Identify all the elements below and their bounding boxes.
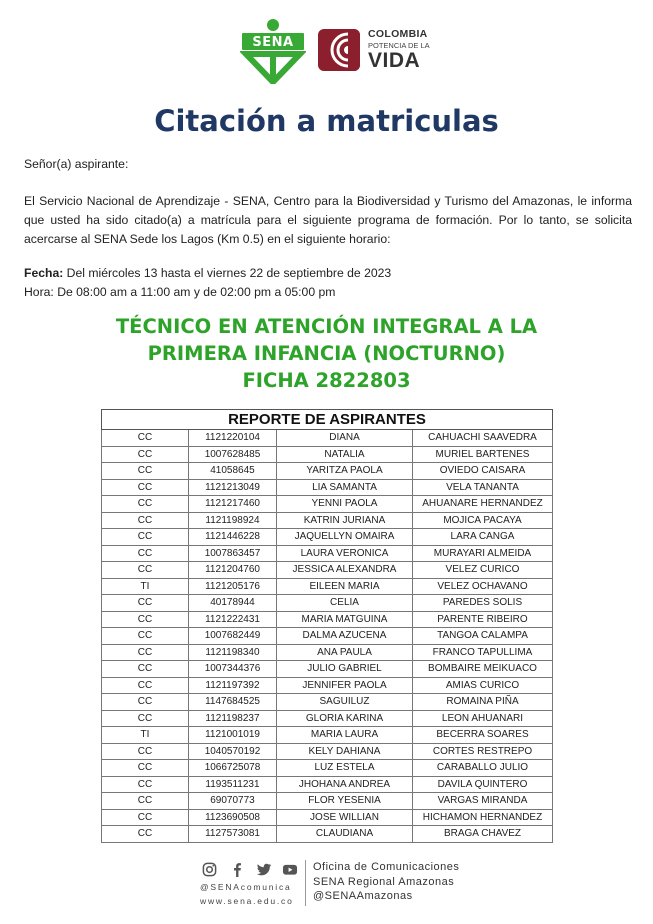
doc-number-cell: 1040570192 xyxy=(189,743,277,760)
last-name-cell: LARA CANGA xyxy=(413,529,553,546)
office-line2: SENA Regional Amazonas xyxy=(313,875,455,888)
footer-divider xyxy=(305,860,306,906)
first-name-cell: JESSICA ALEXANDRA xyxy=(277,562,413,579)
twitter-icon[interactable] xyxy=(256,862,272,878)
table-row xyxy=(102,743,553,760)
last-name-cell: BRAGA CHAVEZ xyxy=(413,826,553,843)
last-name-cell: DAVILA QUINTERO xyxy=(413,776,553,793)
table-row xyxy=(102,694,553,711)
last-name-cell: VARGAS MIRANDA xyxy=(413,793,553,810)
first-name-cell: SAGUILUZ xyxy=(277,694,413,711)
doc-number-cell: 1007628485 xyxy=(189,446,277,463)
program-ficha: FICHA 2822803 xyxy=(242,369,411,392)
first-name-cell: DIANA xyxy=(277,430,413,447)
doc-type-cell: TI xyxy=(102,727,189,744)
table-row xyxy=(102,463,553,480)
office-line3: @SENAAmazonas xyxy=(313,890,413,902)
doc-type-cell: TI xyxy=(102,578,189,595)
greeting: Señor(a) aspirante: xyxy=(24,157,129,171)
instagram-icon[interactable] xyxy=(202,862,218,878)
table-row xyxy=(102,710,553,727)
fecha-value: Del miércoles 13 hasta el viernes 22 de septiembre de 2023 xyxy=(63,266,392,280)
last-name-cell: FRANCO TAPULLIMA xyxy=(413,644,553,661)
first-name-cell: KELY DAHIANA xyxy=(277,743,413,760)
doc-number-cell: 1121198340 xyxy=(189,644,277,661)
doc-number-cell: 1007863457 xyxy=(189,545,277,562)
last-name-cell: LEON AHUANARI xyxy=(413,710,553,727)
doc-type-cell: CC xyxy=(102,694,189,711)
table-row xyxy=(102,661,553,678)
doc-number-cell: 1121001019 xyxy=(189,727,277,744)
table-row xyxy=(102,727,553,744)
social-icons xyxy=(198,862,302,880)
social-handle: @SENAcomunica xyxy=(200,882,292,892)
program-line2: PRIMERA INFANCIA (NOCTURNO) xyxy=(147,342,506,365)
last-name-cell: CORTES RESTREPO xyxy=(413,743,553,760)
first-name-cell: KATRIN JURIANA xyxy=(277,512,413,529)
doc-type-cell: CC xyxy=(102,496,189,513)
first-name-cell: JOSE WILLIAN xyxy=(277,809,413,826)
table-row xyxy=(102,529,553,546)
last-name-cell: AMIAS CURICO xyxy=(413,677,553,694)
doc-type-cell: CC xyxy=(102,479,189,496)
header-logos xyxy=(0,16,653,86)
doc-number-cell: 1121222431 xyxy=(189,611,277,628)
doc-number-cell: 1121197392 xyxy=(189,677,277,694)
office-info xyxy=(313,860,459,904)
first-name-cell: DALMA AZUCENA xyxy=(277,628,413,645)
table-row xyxy=(102,512,553,529)
program-line1: TÉCNICO EN ATENCIÓN INTEGRAL A LA xyxy=(115,315,538,338)
first-name-cell: NATALIA xyxy=(277,446,413,463)
table-row xyxy=(102,644,553,661)
doc-type-cell: CC xyxy=(102,644,189,661)
table-row xyxy=(102,562,553,579)
fecha-line xyxy=(24,264,632,283)
hora-line: Hora: De 08:00 am a 11:00 am y de 02:00 pm a 05:00 pm xyxy=(24,285,336,299)
doc-type-cell: CC xyxy=(102,595,189,612)
youtube-icon[interactable] xyxy=(282,862,298,878)
doc-number-cell: 1193511231 xyxy=(189,776,277,793)
doc-type-cell: CC xyxy=(102,776,189,793)
report-table xyxy=(101,409,553,843)
doc-type-cell: CC xyxy=(102,826,189,843)
table-row xyxy=(102,446,553,463)
first-name-cell: JAQUELLYN OMAIRA xyxy=(277,529,413,546)
doc-type-cell: CC xyxy=(102,809,189,826)
footer xyxy=(0,858,653,918)
first-name-cell: JULIO GABRIEL xyxy=(277,661,413,678)
doc-number-cell: 41058645 xyxy=(189,463,277,480)
first-name-cell: YENNI PAOLA xyxy=(277,496,413,513)
last-name-cell: BECERRA SOARES xyxy=(413,727,553,744)
last-name-cell: CARABALLO JULIO xyxy=(413,760,553,777)
doc-type-cell: CC xyxy=(102,562,189,579)
doc-number-cell: 1123690508 xyxy=(189,809,277,826)
first-name-cell: MARIA MATGUINA xyxy=(277,611,413,628)
letter-body: El Servicio Nacional de Aprendizaje - SENA, Centro para la Biodiversidad y Turismo del Amazonas, le informa que usted ha sido citado(a) a matrícula para el siguiente programa de formación. Por lo tanto, se solicita acercarse al SENA Sede los Lagos (Km 0.5) en el siguiente horario: xyxy=(24,194,632,246)
doc-number-cell: 1127573081 xyxy=(189,826,277,843)
first-name-cell: EILEEN MARIA xyxy=(277,578,413,595)
last-name-cell: MOJICA PACAYA xyxy=(413,512,553,529)
colombia-logo-line2: POTENCIA DE LA xyxy=(368,40,430,50)
last-name-cell: HICHAMON HERNANDEZ xyxy=(413,809,553,826)
last-name-cell: ROMAINA PIÑA xyxy=(413,694,553,711)
table-row xyxy=(102,595,553,612)
first-name-cell: LUZ ESTELA xyxy=(277,760,413,777)
first-name-cell: JHOHANA ANDREA xyxy=(277,776,413,793)
doc-number-cell: 69070773 xyxy=(189,793,277,810)
last-name-cell: MURIEL BARTENES xyxy=(413,446,553,463)
table-row xyxy=(102,545,553,562)
doc-type-cell: CC xyxy=(102,793,189,810)
colombia-logo-line1: COLOMBIA xyxy=(368,28,428,40)
report-body xyxy=(102,430,553,843)
last-name-cell: MURAYARI ALMEIDA xyxy=(413,545,553,562)
doc-number-cell: 1121198924 xyxy=(189,512,277,529)
doc-type-cell: CC xyxy=(102,611,189,628)
doc-number-cell: 1121217460 xyxy=(189,496,277,513)
sena-logo xyxy=(240,18,306,84)
doc-number-cell: 1121204760 xyxy=(189,562,277,579)
doc-type-cell: CC xyxy=(102,463,189,480)
fecha-label: Fecha: xyxy=(24,266,64,280)
doc-number-cell: 1121220104 xyxy=(189,430,277,447)
table-row xyxy=(102,430,553,447)
last-name-cell: TANGOA CALAMPA xyxy=(413,628,553,645)
doc-number-cell: 1007682449 xyxy=(189,628,277,645)
first-name-cell: CELIA xyxy=(277,595,413,612)
table-row xyxy=(102,677,553,694)
doc-type-cell: CC xyxy=(102,710,189,727)
doc-number-cell: 1121446228 xyxy=(189,529,277,546)
first-name-cell: LAURA VERONICA xyxy=(277,545,413,562)
last-name-cell: PAREDES SOLIS xyxy=(413,595,553,612)
table-row xyxy=(102,578,553,595)
doc-type-cell: CC xyxy=(102,743,189,760)
doc-number-cell: 1121198237 xyxy=(189,710,277,727)
last-name-cell: VELEZ OCHAVANO xyxy=(413,578,553,595)
last-name-cell: BOMBAIRE MEIKUACO xyxy=(413,661,553,678)
table-row xyxy=(102,479,553,496)
doc-number-cell: 1147684525 xyxy=(189,694,277,711)
program-title xyxy=(0,313,653,394)
last-name-cell: OVIEDO CAISARA xyxy=(413,463,553,480)
doc-type-cell: CC xyxy=(102,512,189,529)
last-name-cell: VELA TANANTA xyxy=(413,479,553,496)
doc-type-cell: CC xyxy=(102,545,189,562)
first-name-cell: LIA SAMANTA xyxy=(277,479,413,496)
colombia-mark-icon xyxy=(318,29,360,71)
doc-number-cell: 40178944 xyxy=(189,595,277,612)
page-title: Citación a matriculas xyxy=(154,104,499,138)
sena-logo-text: SENA xyxy=(252,35,294,50)
table-row xyxy=(102,760,553,777)
last-name-cell: CAHUACHI SAAVEDRA xyxy=(413,430,553,447)
colombia-logo xyxy=(318,29,438,73)
table-row xyxy=(102,628,553,645)
first-name-cell: MARIA LAURA xyxy=(277,727,413,744)
doc-type-cell: CC xyxy=(102,430,189,447)
first-name-cell: CLAUDIANA xyxy=(277,826,413,843)
table-row xyxy=(102,611,553,628)
first-name-cell: YARITZA PAOLA xyxy=(277,463,413,480)
table-row xyxy=(102,793,553,810)
facebook-icon[interactable] xyxy=(230,862,246,878)
last-name-cell: VELEZ CURICO xyxy=(413,562,553,579)
doc-number-cell: 1121205176 xyxy=(189,578,277,595)
last-name-cell: AHUANARE HERNANDEZ xyxy=(413,496,553,513)
table-row xyxy=(102,809,553,826)
doc-number-cell: 1007344376 xyxy=(189,661,277,678)
first-name-cell: GLORIA KARINA xyxy=(277,710,413,727)
colombia-logo-line3: VIDA xyxy=(368,49,421,72)
doc-number-cell: 1121213049 xyxy=(189,479,277,496)
doc-number-cell: 1066725078 xyxy=(189,760,277,777)
table-row xyxy=(102,776,553,793)
website-link[interactable]: www.sena.edu.co xyxy=(200,896,294,906)
doc-type-cell: CC xyxy=(102,677,189,694)
table-row xyxy=(102,496,553,513)
table-row xyxy=(102,826,553,843)
first-name-cell: JENNIFER PAOLA xyxy=(277,677,413,694)
doc-type-cell: CC xyxy=(102,529,189,546)
doc-type-cell: CC xyxy=(102,760,189,777)
doc-type-cell: CC xyxy=(102,446,189,463)
report-title: REPORTE DE ASPIRANTES xyxy=(102,410,553,430)
office-line1: Oficina de Comunicaciones xyxy=(313,861,460,873)
first-name-cell: ANA PAULA xyxy=(277,644,413,661)
first-name-cell: FLOR YESENIA xyxy=(277,793,413,810)
doc-type-cell: CC xyxy=(102,628,189,645)
doc-type-cell: CC xyxy=(102,661,189,678)
last-name-cell: PARENTE RIBEIRO xyxy=(413,611,553,628)
